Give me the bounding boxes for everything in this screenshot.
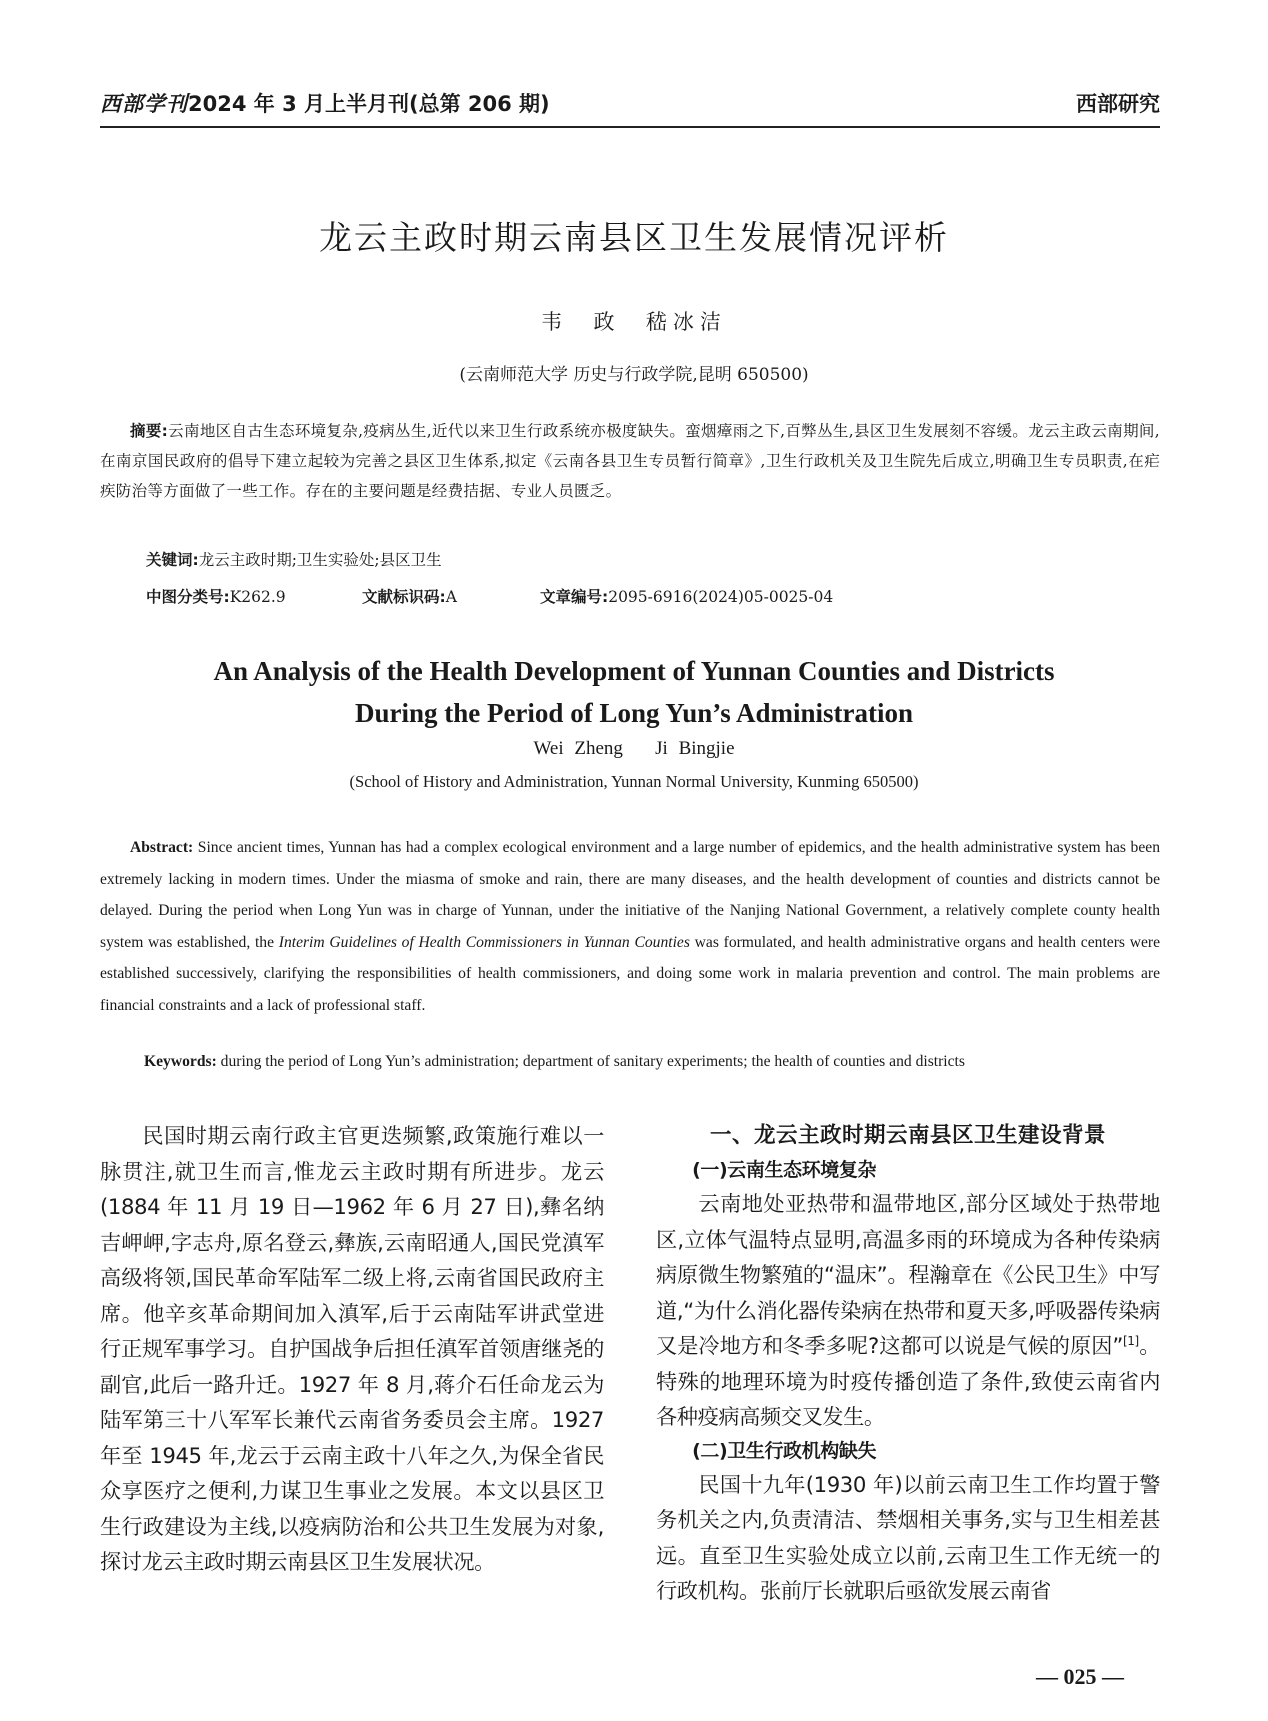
running-header [100, 88, 1160, 124]
english-abstract [100, 832, 1160, 1021]
doc-value: A [445, 588, 457, 606]
subsection-1-paragraph [656, 1186, 1160, 1435]
article-label: 文章编号: [540, 588, 609, 606]
en-abstract-text-end: was formulated, and health administrative organs and health centers were established successively, clarifying the responsibilities of health commissioners, and doing some work in malaria prevention and control. The main problems are financial constraints and a lack of professional staff. [100, 933, 1160, 1014]
english-affiliation: (School of History and Administration, Yunnan Normal University, Kunming 650500) [349, 772, 919, 791]
header-rule [100, 126, 1160, 128]
document-code [362, 585, 457, 607]
abstract-label: 摘要: [130, 422, 169, 440]
body-right-column [656, 1118, 1160, 1609]
keywords-text: 龙云主政时期;卫生实验处;县区卫生 [198, 551, 442, 569]
en-abstract-label: Abstract: [130, 839, 194, 856]
keywords-label: 关键词: [146, 551, 199, 569]
english-authors: Wei Zheng Ji Bingjie [533, 738, 735, 759]
en-abstract-text: Since ancient times, Yunnan has had a complex ecological environment and a large number of epidemics, and the health administrative system has been extremely lacking in modern times. Under the miasma of smoke and rain, there are many diseases, and the health development of counties and districts cannot be delayed. During the period when Long Yun was in charge of Yunnan, under the initiative of the Nanjing National Government, a relatively complete county health system was established, the [100, 839, 1160, 951]
subsection-heading-2: (二)卫生行政机构缺失 [692, 1439, 877, 1462]
english-title-line1: An Analysis of the Health Development of Yunnan Counties and Districts [213, 656, 1055, 686]
english-title-line2: During the Period of Long Yun’s Administration [354, 698, 914, 728]
article-number [540, 585, 833, 607]
article-value: 2095-6916(2024)05-0025-04 [608, 588, 834, 606]
subsection-1-text: 云南地处亚热带和温带地区,部分区域处于热带地区,立体气温特点显明,高温多雨的环境成为各种传染病病原微生物繁殖的“温床”。程瀚章在《公民卫生》中写道,“为什么消化器传染病在热带和夏天多,呼吸器传染病又是冷地方和冬季多呢?这都可以说是气候的原因” [656, 1191, 1160, 1358]
clc-label: 中图分类号: [146, 588, 230, 606]
abstract-text: 云南地区自古生态环境复杂,疫病丛生,近代以来卫生行政系统亦极度缺失。蛮烟瘴雨之下,百弊丛生,县区卫生发展刻不容缓。龙云主政云南期间,在南京国民政府的倡导下建立起较为完善之县区卫生体系,拟定《云南各县卫生专员暂行简章》,卫生行政机关及卫生院先后成立,明确卫生专员职责,在疟疾防治等方面做了一些工作。存在的主要问题是经费拮据、专业人员匮乏。 [100, 422, 1160, 500]
clc-number [146, 585, 286, 607]
classification-line [146, 585, 1146, 607]
citation: [1] [1122, 1333, 1139, 1348]
english-keywords [100, 1053, 1160, 1071]
page-number: — 025 — [1036, 1664, 1124, 1689]
doc-label: 文献标识码: [362, 588, 446, 606]
section-heading: 一、龙云主政时期云南县区卫生建设背景 [709, 1123, 1106, 1148]
chinese-abstract [100, 416, 1160, 506]
journal-logo: 西部学刊 [100, 91, 188, 116]
chinese-keywords [146, 548, 442, 570]
english-title [0, 650, 1268, 734]
journal-title [100, 88, 550, 118]
subsection-1-text-end: 。特殊的地理环境为时疫传播创造了条件,致使云南省内各种疫病高频交叉发生。 [656, 1333, 1160, 1429]
chinese-affiliation: (云南师范大学 历史与行政学院,昆明 650500) [459, 365, 809, 385]
en-keywords-label: Keywords: [144, 1053, 217, 1070]
journal-issue: 2024 年 3 月上半月刊(总第 206 期) [188, 92, 550, 116]
intro-paragraph: 民国时期云南行政主官更迭频繁,政策施行难以一脉贯注,就卫生而言,惟龙云主政时期有所进步。龙云(1884 年 11 月 19 日—1962 年 6 月 27 日),彝名纳吉岬岬,字志舟,原名登云,彝族,云南昭通人,国民党滇军高级将领,国民革命军陆军二级上将,云南省国民政府主席。他辛亥革命期间加入滇军,后于云南陆军讲武堂进行正规军事学习。自护国战争后担任滇军首领唐继尧的副官,此后一路升迁。1927 年 8 月,蒋介石任命龙云为陆军第三十八军军长兼代云南省务委员会主席。1927 年至 1945 年,龙云于云南主政十八年之久,为保全省民众享医疗之便利,力谋卫生事业之发展。本文以县区卫生行政建设为主线,以疫病防治和公共卫生发展为对象,探讨龙云主政时期云南县区卫生发展状况。 [100, 1123, 604, 1574]
en-abstract-italic: Interim Guidelines of Health Commissioners in Yunnan Counties [278, 933, 690, 951]
subsection-2-paragraph: 民国十九年(1930 年)以前云南卫生工作均置于警务机关之内,负责清洁、禁烟相关事务,实与卫生相差甚远。直至卫生实验处成立以前,云南卫生工作无统一的行政机构。张前厅长就职后亟欲发展云南省 [656, 1471, 1160, 1603]
subsection-heading-1: (一)云南生态环境复杂 [692, 1159, 877, 1181]
chinese-authors: 韦 政 嵇冰洁 [541, 310, 727, 334]
section-name: 西部研究 [1076, 92, 1160, 116]
en-keywords-text: during the period of Long Yun’s administration; department of sanitary experiments; the health of counties and districts [216, 1053, 965, 1070]
body-left-column [100, 1118, 604, 1580]
chinese-title: 龙云主政时期云南县区卫生发展情况评析 [319, 218, 949, 257]
clc-value: K262.9 [229, 588, 286, 606]
